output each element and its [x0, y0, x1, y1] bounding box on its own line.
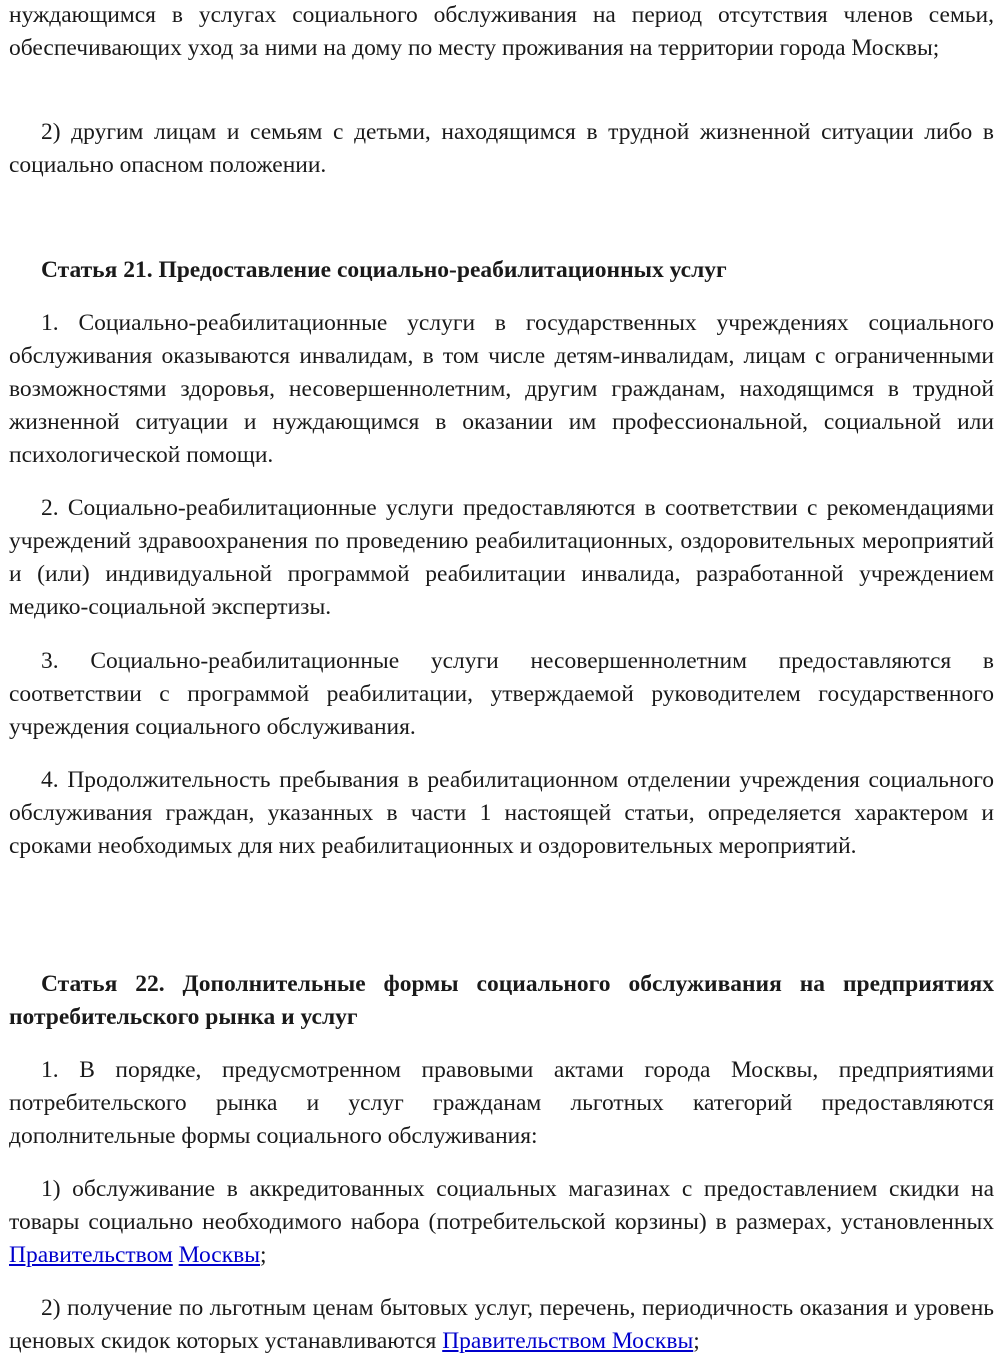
article-22-item-2-text: 2) получение по льготным ценам бытовых услуг, перечень, периодичность оказания и уровень ценовых скидок которых устанавливаются	[9, 1295, 994, 1354]
article-21-heading: Статья 21. Предоставление социально-реабилитационных услуг	[41, 257, 727, 283]
government-link[interactable]: Правительством	[9, 1242, 173, 1268]
paragraph-item-2: 2) другим лицам и семьям с детьми, находящимся в трудной жизненной ситуации либо в социально опасном положении.	[9, 119, 994, 178]
article-22-heading: Статья 22. Дополнительные формы социального обслуживания на предприятиях потребительского рынка и услуг	[9, 971, 994, 1030]
article-21-paragraph-1: 1. Социально-реабилитационные услуги в государственных учреждениях социального обслуживания оказываются инвалидам, в том числе детям-инвалидам, лицам с ограниченными возможностями здоровья, несовершеннолетним, другим гражданам, находящимся в трудной жизненной ситуации и нуждающимся в оказании им профессиональной, социальной или психологической помощи.	[9, 310, 994, 468]
article-22-item-1-end: ;	[260, 1242, 267, 1268]
paragraph-continuation: нуждающимся в услугах социального обслуживания на период отсутствия членов семьи, обеспечивающих уход за ними на дому по месту проживания на территории города Москвы;	[9, 2, 994, 61]
article-22-item-1	[9, 1173, 994, 1272]
article-22-item-2-end: ;	[693, 1328, 700, 1354]
article-21-paragraph-3: 3. Социально-реабилитационные услуги несовершеннолетним предоставляются в соответствии с программой реабилитации, утверждаемой руководителем государственного учреждения социального обслуживания.	[9, 648, 994, 740]
government-of-moscow-link[interactable]: Правительством Москвы	[442, 1328, 694, 1354]
article-21-paragraph-2: 2. Социально-реабилитационные услуги предоставляются в соответствии с рекомендациями учреждений здравоохранения по проведению реабилитационных, оздоровительных мероприятий и (или) индивидуальной программой реабилитации инвалида, разработанной учреждением медико-социальной экспертизы.	[9, 495, 994, 620]
article-22-item-1-text: 1) обслуживание в аккредитованных социальных магазинах с предоставлением скидки на товары социально необходимого набора (потребительской корзины) в размерах, установленных	[9, 1176, 994, 1235]
article-22-paragraph-1: 1. В порядке, предусмотренном правовыми актами города Москвы, предприятиями потребительского рынка и услуг гражданам льготных категорий предоставляются дополнительные формы социального обслуживания:	[9, 1057, 994, 1149]
moscow-link[interactable]: Москвы	[178, 1242, 261, 1268]
article-22-item-2	[9, 1292, 994, 1358]
article-21-paragraph-4: 4. Продолжительность пребывания в реабилитационном отделении учреждения социального обслуживания граждан, указанных в части 1 настоящей статьи, определяется характером и сроками необходимых для них реабилитационных и оздоровительных мероприятий.	[9, 767, 994, 859]
